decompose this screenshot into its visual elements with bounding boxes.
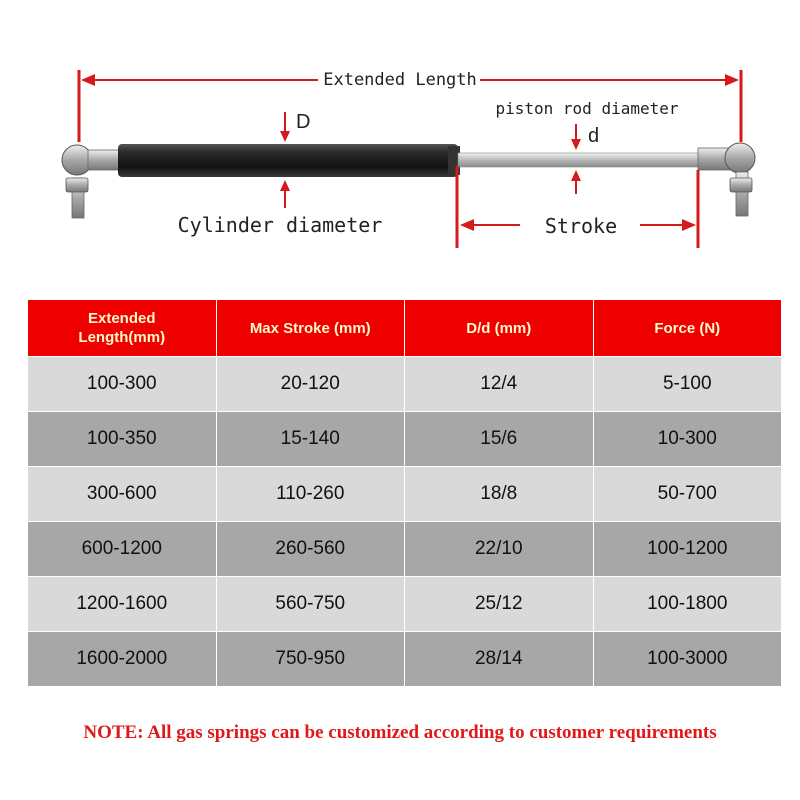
- table-cell: 1600-2000: [28, 632, 217, 687]
- cylinder-diameter-label: Cylinder diameter: [177, 213, 383, 237]
- table-cell: 750-950: [216, 632, 405, 687]
- piston-rod: [458, 153, 702, 167]
- specification-table: [27, 299, 782, 687]
- table-row: [28, 632, 782, 687]
- table-cell: 10-300: [593, 412, 782, 467]
- column-header-force: Force (N): [593, 300, 782, 357]
- table-cell: 600-1200: [28, 522, 217, 577]
- table-cell: 12/4: [405, 357, 594, 412]
- table-header-row: [28, 300, 782, 357]
- table-cell: 100-350: [28, 412, 217, 467]
- table-cell: 260-560: [216, 522, 405, 577]
- stroke-label: Stroke: [544, 214, 618, 238]
- table-cell: 50-700: [593, 467, 782, 522]
- column-header-max-stroke: Max Stroke (mm): [216, 300, 405, 357]
- table-cell: 1200-1600: [28, 577, 217, 632]
- customization-note: NOTE: All gas springs can be customized according to customer requirements: [83, 722, 717, 743]
- table-cell: 22/10: [405, 522, 594, 577]
- table-cell: 5-100: [593, 357, 782, 412]
- table-cell: 25/12: [405, 577, 594, 632]
- extended-length-label: Extended Length: [323, 70, 477, 90]
- rod-symbol: d: [588, 125, 600, 147]
- gas-spring-diagram: [0, 0, 800, 290]
- table-row: [28, 412, 782, 467]
- table-cell: 560-750: [216, 577, 405, 632]
- table-cell: 15-140: [216, 412, 405, 467]
- column-header-diameters: D/d (mm): [405, 300, 594, 357]
- table-cell: 100-300: [28, 357, 217, 412]
- table-cell: 110-260: [216, 467, 405, 522]
- table-cell: 20-120: [216, 357, 405, 412]
- table-row: [28, 357, 782, 412]
- table-cell: 100-1200: [593, 522, 782, 577]
- table-row: [28, 522, 782, 577]
- table-row: [28, 467, 782, 522]
- table-cell: 28/14: [405, 632, 594, 687]
- cylinder-symbol: D: [296, 111, 311, 133]
- table-row: [28, 577, 782, 632]
- table-cell: 15/6: [405, 412, 594, 467]
- table-cell: 18/8: [405, 467, 594, 522]
- column-header-extended-length: [28, 300, 217, 357]
- piston-rod-diameter-label: piston rod diameter: [495, 99, 679, 118]
- table-cell: 100-1800: [593, 577, 782, 632]
- left-end-fitting: [62, 145, 120, 218]
- table-cell: 100-3000: [593, 632, 782, 687]
- right-end-fitting: [698, 143, 755, 216]
- cylinder-body: [118, 144, 458, 177]
- table-cell: 300-600: [28, 467, 217, 522]
- column-header-label: Extended Length(mm): [78, 310, 166, 346]
